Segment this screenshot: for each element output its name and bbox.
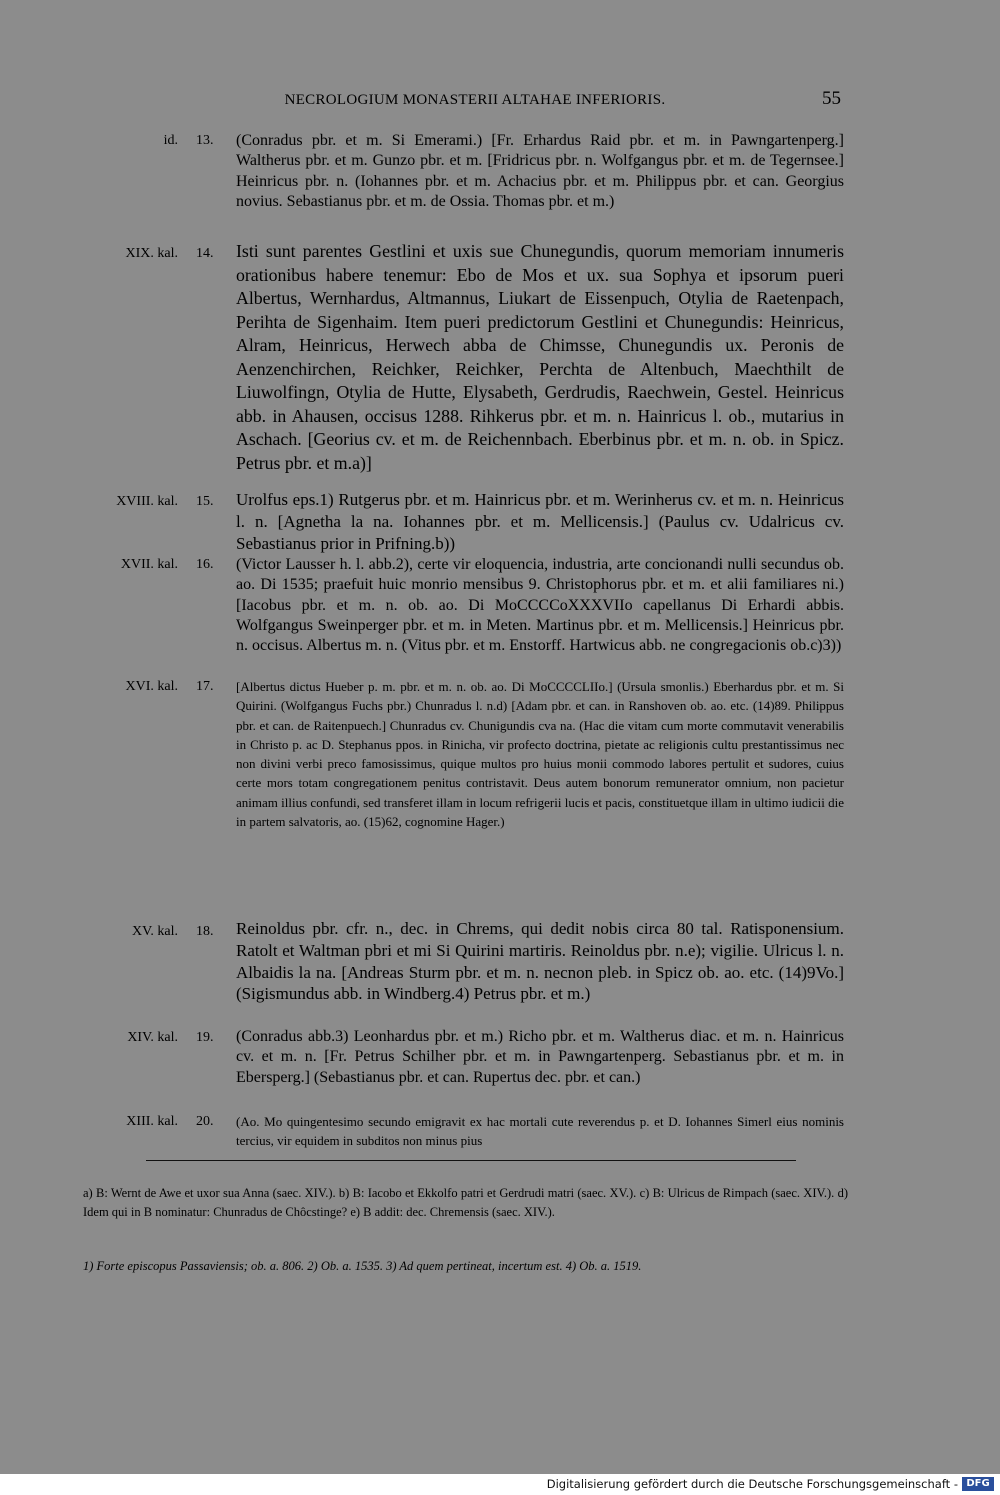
footnotes-number: 1) Forte episcopus Passaviensis; ob. a. 806. 2) Ob. a. 1535. 3) Ad quem pertineat, incertum est. 4) Ob. a. 1519. bbox=[83, 1259, 642, 1273]
day-number: 17. bbox=[196, 679, 214, 694]
running-title: NECROLOGIUM MONASTERII ALTAHAE INFERIORIS. bbox=[284, 92, 666, 108]
kalends-label: id. bbox=[163, 133, 178, 148]
entry-text: (Conradus abb.3) Leonhardus pbr. et m.) Richo pbr. et m. Waltherus diac. et m. n. Hainricus cv. et m. n. [Fr. Petrus Schilher pbr. et m. in Pawngartenperg. Sebastianus pbr. et m. in Ebersperg.] (Sebastianus pbr. et can. Rupertus dec. pbr. et can.) bbox=[236, 1028, 844, 1086]
kalends-label: XV. kal. bbox=[131, 924, 178, 939]
entry-text: (Ao. Mo quingentesimo secundo emigravit ex hac mortali cute reverendus p. et D. Iohannes Simerl eius nominis tercius, vir equidem in subditos non minus pius bbox=[236, 1114, 844, 1149]
entry-text: Isti sunt parentes Gestlini et uxis sue Chunegundis, quorum memoriam innumeris orationibus habere tenemur: Ebo de Mos et ux. sua Sophya et ipsorum pueri Albertus, Wernhardus, Altmannus, Liukart de Eissenpuch, Otylia de Raetenpach, Perihta de Sigenhaim. Item pueri predictorum Gestlini et Chunegundis: Heinricus, Alram, Heinricus, Herwech abba de Chimsse, Chunegundis ux. Peronis de Aenzenchirchen, Reichker, Reichker, Perchta de Altenbuch, Maechthilt de Liuwolfingn, Otylia de Hutte, Elysabeth, Gerdrudis, Raechwein, Gestel. Heinricus abb. in Ahausen, occisus 1288. Rihkerus pbr. et m. n. Hainricus l. ob., mutarius in Aschach. [Georius cv. et m. de Reichennbach. Eberbinus pbr. et m. n. ob. in Spicz. Petrus pbr. et m.a)] bbox=[236, 241, 844, 473]
day-number: 18. bbox=[196, 924, 214, 939]
day-number: 16. bbox=[196, 557, 214, 572]
day-number: 19. bbox=[196, 1030, 214, 1045]
entry-text: (Victor Lausser h. l. abb.2), certe vir eloquencia, industria, arte concionandi nulli secundus ob. ao. Di 1535; praefuit huic monrio mensibus 9. Christophorus pbr. et m. et alii familiares ni.) [Iacobus pbr. et m. n. ob. ao. Di MoCCCCoXXXVIIo capellanus Di Erhardi abbis. Wolfgangus Sweinperger pbr. et m. in Meten. Martinus pbr. et m. Mellicensis.] Heinricus pbr. n. occisus. Albertus m. n. (Vitus pbr. et m. Enstorff. Hartwicus abb. ne congregacionis ob.c)3)) bbox=[236, 556, 844, 655]
day-number: 20. bbox=[196, 1114, 214, 1129]
kalends-label: XIX. kal. bbox=[125, 246, 178, 261]
funding-text: Digitalisierung gefördert durch die Deutsche Forschungsgemeinschaft - bbox=[546, 1477, 958, 1491]
entry-text: Urolfus eps.1) Rutgerus pbr. et m. Hainricus pbr. et m. Werinherus cv. et m. n. Heinricus l. n. [Agnetha la na. Iohannes pbr. et m. Mellicensis.] (Paulus cv. Udalricus cv. Sebastianus prior in Prifning.b)) bbox=[236, 490, 844, 553]
entry-text: Reinoldus pbr. cfr. n., dec. in Chrems, qui dedit nobis circa 80 tal. Ratisponensium. Ratolt et Waltman pbri et mi Si Quirini martiris. Reinoldus pbr. n.e); vigilie. Ulricus l. n. Albaidis la na. [Andreas Sturm pbr. et m. n. necnon pleb. in Spicz ob. ao. etc. (14)9Vo.] (Sigismundus abb. in Windberg.4) Petrus pbr. et m.) bbox=[236, 919, 844, 1004]
funding-banner bbox=[0, 1474, 1000, 1495]
footnotes-letter: a) B: Wernt de Awe et uxor sua Anna (saec. XIV.). b) B: Iacobo et Ekkolfo patri et Gerdrudi matri (saec. XV.). c) B: Ulricus de Rimpach (saec. XIV.). d) Idem qui in B nominatur: Chunradus de Chôcstinge? e) B addit: dec. Chremensis (saec. XIV.). bbox=[83, 1186, 848, 1219]
kalends-label: XIV. kal. bbox=[127, 1030, 178, 1045]
day-number: 14. bbox=[196, 246, 214, 261]
day-number: 15. bbox=[196, 494, 214, 509]
day-number: 13. bbox=[196, 133, 214, 148]
page-number: 55 bbox=[822, 88, 841, 109]
dfg-logo: DFG bbox=[962, 1477, 994, 1491]
entry-text: (Conradus pbr. et m. Si Emerami.) [Fr. Erhardus Raid pbr. et m. in Pawngartenperg.] Waltherus pbr. et m. Gunzo pbr. et m. [Fridricus pbr. n. Wolfgangus pbr. et m. de Tegernsee.] Heinricus pbr. n. (Iohannes pbr. et m. Achacius pbr. et m. Philippus pbr. et can. Georgius novius. Sebastianus pbr. et m. de Ossia. Thomas pbr. et m.) bbox=[236, 132, 844, 210]
kalends-label: XVII. kal. bbox=[120, 557, 178, 572]
kalends-label: XIII. kal. bbox=[126, 1114, 178, 1129]
footnote-divider bbox=[146, 1160, 796, 1161]
entry-text: [Albertus dictus Hueber p. m. pbr. et m. n. ob. ao. Di MoCCCCLIIo.] (Ursula smonlis.) Eberhardus pbr. et m. Si Quirini. (Wolfgangus Fuchs pbr.) Chunradus l. n.d) [Adam pbr. et can. in Ranshoven ob. ao. etc. (14)89. Philippus pbr. et can. de Raitenpuech.] Chunradus cv. Chunigundis cva na. (Hac die vitam cum morte commutavit venerabilis in Christo p. ac D. Stephanus ppos. in Rinicha, vir profecto doctrina, pietate ac religionis cultu prestantissimus nec non divini verbi preco famosissimus, quique multos pro huius monii commodo labores pertulit et sudores, cuius certe mors totam congregationem penitus contristavit. Deus autem bonorum remunerator omnium, non pacietur animam illius confundi, sed transferet illam in locum refrigerii lucis et pacis, constituetque illam in ultimo iudicii die in partem salvatoris, ao. (15)62, cognomine Hager.) bbox=[236, 679, 844, 830]
kalends-label: XVI. kal. bbox=[125, 679, 178, 694]
kalends-label: XVIII. kal. bbox=[116, 494, 178, 509]
